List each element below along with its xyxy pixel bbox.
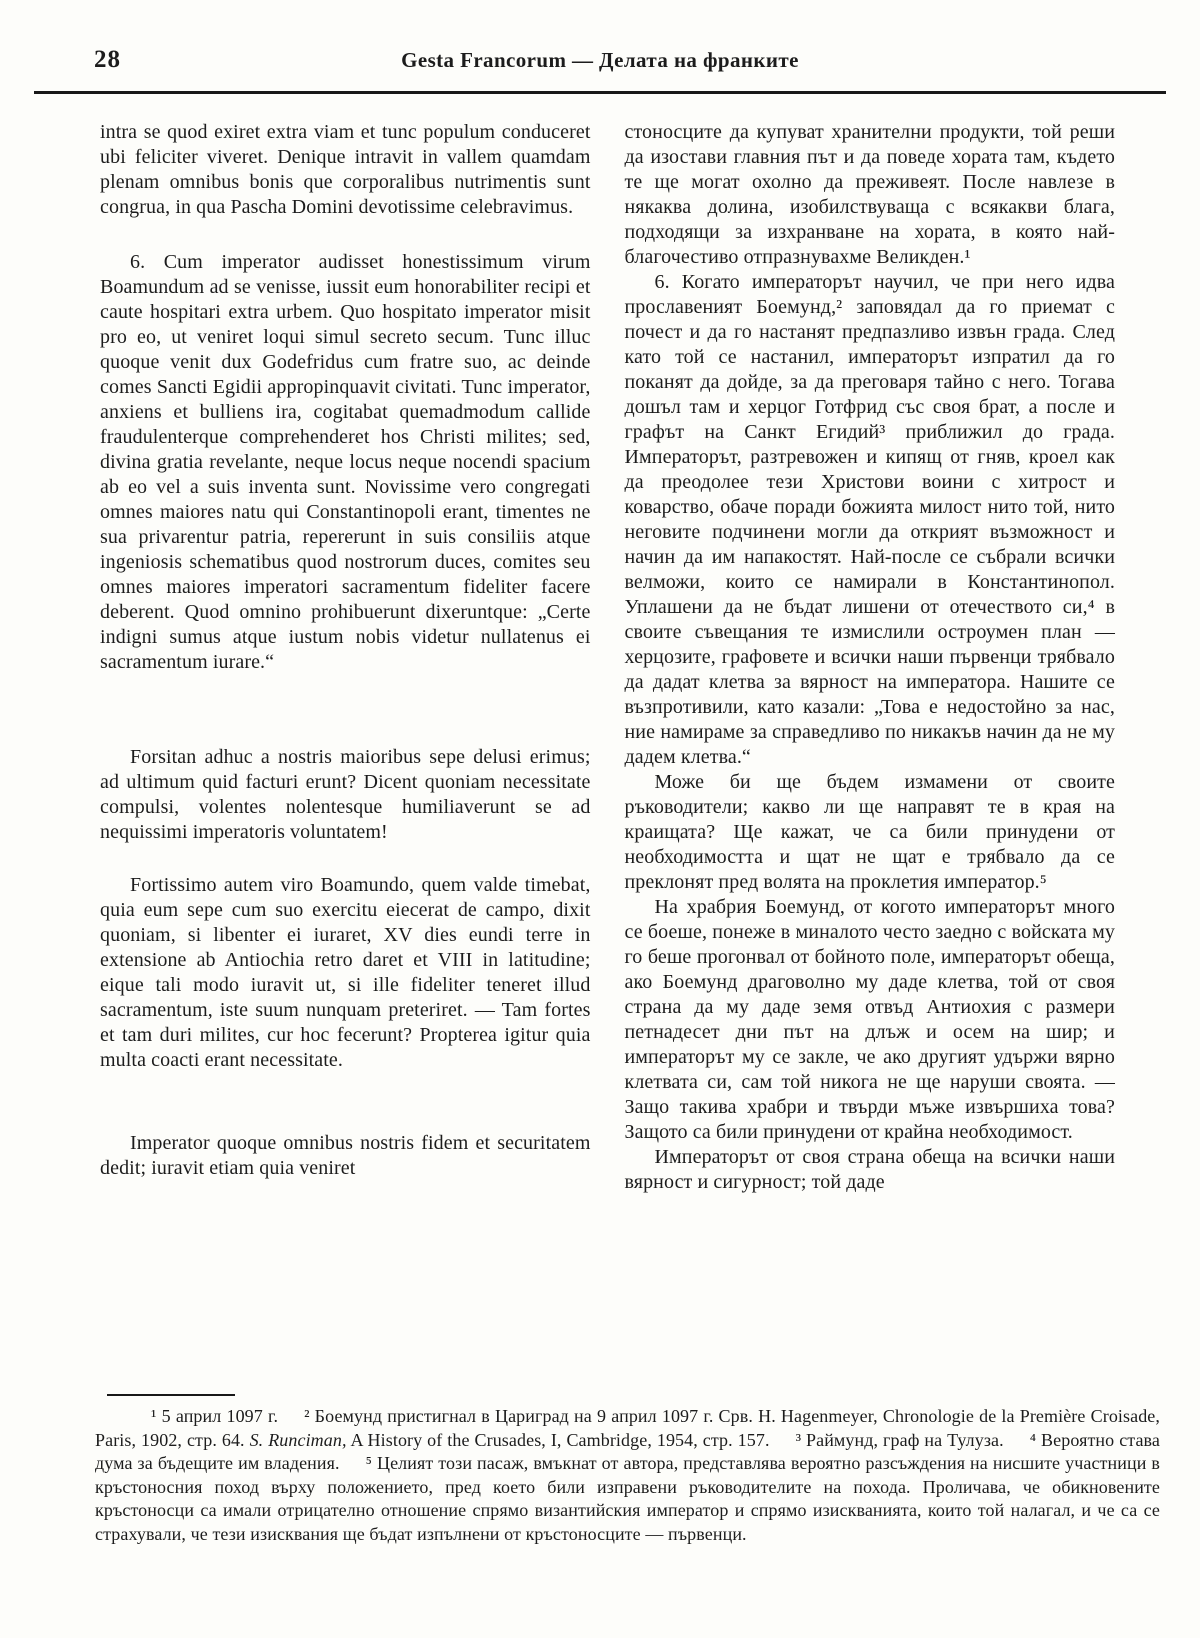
footnote-3: ³ Раймунд, граф на Тулуза. <box>795 1429 1004 1450</box>
bulgarian-paragraph-3: Може би ще бъдем измамени от своите ръководители; какво ли ще направят те в края на краищата? Ще кажат, че са били принудени от необходимостта и щат не щат е трябвало да се преклонят пред волята на проклетия император.⁵ <box>624 771 1115 893</box>
footnote-2-continued: A History of the Crusades, I, Cambridge, 1954, стр. 157. <box>346 1429 770 1450</box>
page-title: Gesta Francorum — Делата на франките <box>401 48 799 72</box>
latin-paragraph-3: Forsitan adhuc a nostris maioribus sepe delusi erimus; ad ultimum quid facturi erunt? Dicent quoniam necessitate compulsi, volentes nolentesque humiliaverunt se ad nequissimi imperatoris voluntatem! <box>100 746 591 843</box>
bulgarian-paragraph-1: стоносците да купуват хранителни продукти, той реши да изостави главния път и да поведе хората там, където те ще могат охолно да преживеят. После навлезе в някаква долина, изобилствуваща с всякакви блага, подходящи за изхранване на хората, в която най-благочестиво отпразнувахме Великден.¹ <box>624 121 1115 268</box>
bulgarian-paragraph-4: На храбрия Боемунд, от когото императорът много се боеше, понеже в миналото често заедно с войската му го беше прогонвал от бойното поле, императорът обеща, ако Боемунд драговолно му даде клетва, той от своя страна да му даде земя отвъд Антиохия с размери петнадесет дни път на длъж и осем на шир; и императорът му се закле, че ако другият удържи вярно клетвата си, сам той никога не ще наруши своята. — Защо такива храбри и твърди мъже извършиха това? Защото са били принудени от крайна необходимост. <box>624 896 1115 1143</box>
footnote-5: ⁵ Целият този пасаж, вмъкнат от автора, представлява вероятно разсъждения на нисшите участници в кръстоносния поход върху положението, пред което били изправени ръководителите на похода. Проличава, че обикновените кръстоносци са имали отрицателно отношение спрямо византийския император и спрямо изискванията, които той налагал, и че са се страхували, че тези изисквания ще бъдат изпълнени от кръстоносците — първенци. <box>95 1453 1161 1544</box>
footnotes-section <box>0 1394 1200 1546</box>
footnotes-text <box>95 1405 1160 1546</box>
latin-paragraph-1: intra se quod exiret extra viam et tunc populum conduceret ubi feliciter viveret. Denique intravit in vallem quamdam plenam omnibus bonis que corporalibus nutrimentis sunt congrua, in qua Pascha Domini devotissime celebravimus. <box>100 121 591 218</box>
footnote-2: ² Боемунд пристигнал в Цариград на 9 април 1097 г. Срв. H. Hagenmeyer, Chronologie de la Première Croisade, Paris, 1902, стр. 64. <box>95 1406 1160 1450</box>
latin-paragraph-5: Imperator quoque omnibus nostris fidem et securitatem dedit; iuravit etiam quia veniret <box>100 1132 591 1179</box>
bulgarian-column <box>625 120 1116 1394</box>
footnote-2-author: S. Runciman, <box>249 1429 347 1450</box>
latin-paragraph-2: 6. Cum imperator audisset honestissimum virum Boamundum ad se venisse, iussit eum honorabiliter recipi et caute hospitari extra urbem. Quo hospitato imperator misit pro eo, ut veniret loqui simul secreto secum. Tunc illuc quoque venit dux Godefridus cum fratre suo, ac deinde comes Sancti Egidii appropinquavit civitati. Tunc imperator, anxiens et bulliens ira, cogitabat quemadmodum callide fraudulenterque comprehenderet hos Christi milites; sed, divina gratia revelante, neque locus neque nocendi spacium ab eo vel a suis inventa sunt. Novissime vero congregati omnes maiores natu qui Constantinopoli erant, timentes ne sua privarentur patria, repererunt in suis consiliis atque ingeniosis schematibus quod nostrorum duces, comites seu omnes maiores imperatori sacramentum fideliter facere deberent. Quod omnino prohibuerunt dixeruntque: „Certe indigni sumus atque iustum nobis videtur nullatenus ei sacramentum iurare.“ <box>100 251 591 673</box>
footnote-4: ⁴ Вероятно става дума за бъдещите им владения. <box>95 1429 1161 1473</box>
bulgarian-paragraph-2: 6. Когато императорът научил, че при него идва прославеният Боемунд,² заповядал да го приемат с почест и да го настанят предпазливо извън града. След като той се настанил, императорът изпратил да го поканят да дойде, за да преговаря тайно с него. Тогава дошъл там и херцог Готфрид със своя брат, а после и графът на Санкт Егидий³ приближил до града. Императорът, разтревожен и кипящ от гняв, кроел как да преодолее тези Христови воини с хитрост и коварство, обаче поради божията милост нито той, нито неговите подчинени могли да открият възможност и начин да им напакостят. Най-после се събрали всички велможи, които се намирали в Константинопол. Уплашени да не бъдат лишени от отечеството си,⁴ в своите съвещания те измислили остроумен план — херцозите, графовете и всички наши първенци трябвало да дадат клетва за вярност на императора. Нашите се възпротивили, като казали: „Това е недостойно за нас, ние намираме за справедливо по никакъв начин да не му дадем клетва.“ <box>624 271 1115 768</box>
latin-column <box>100 120 591 1394</box>
bulgarian-paragraph-5: Императорът от своя страна обеща на всички наши вярност и сигурност; той даде <box>624 1146 1115 1193</box>
page-header <box>0 0 1200 84</box>
two-column-text <box>0 94 1200 1394</box>
footnote-separator <box>107 1394 235 1396</box>
footnote-1: ¹ 5 април 1097 г. <box>151 1406 279 1426</box>
page-number: 28 <box>94 46 121 73</box>
latin-paragraph-4: Fortissimo autem viro Boamundo, quem valde timebat, quia eum sepe cum suo exercitu eiecerat de campo, dixit quoniam, si libenter ei iuraret, XV dies eundi terre in extensione ab Antiochia retro daret et VIII in latitudine; eique tali modo iuravit ut, si ille fideliter teneret illud sacramentum, iste suum nunquam preteriret. — Tam fortes et tam duri milites, cur hoc fecerunt? Propterea igitur quia multa coacti erant necessitate. <box>100 874 591 1071</box>
